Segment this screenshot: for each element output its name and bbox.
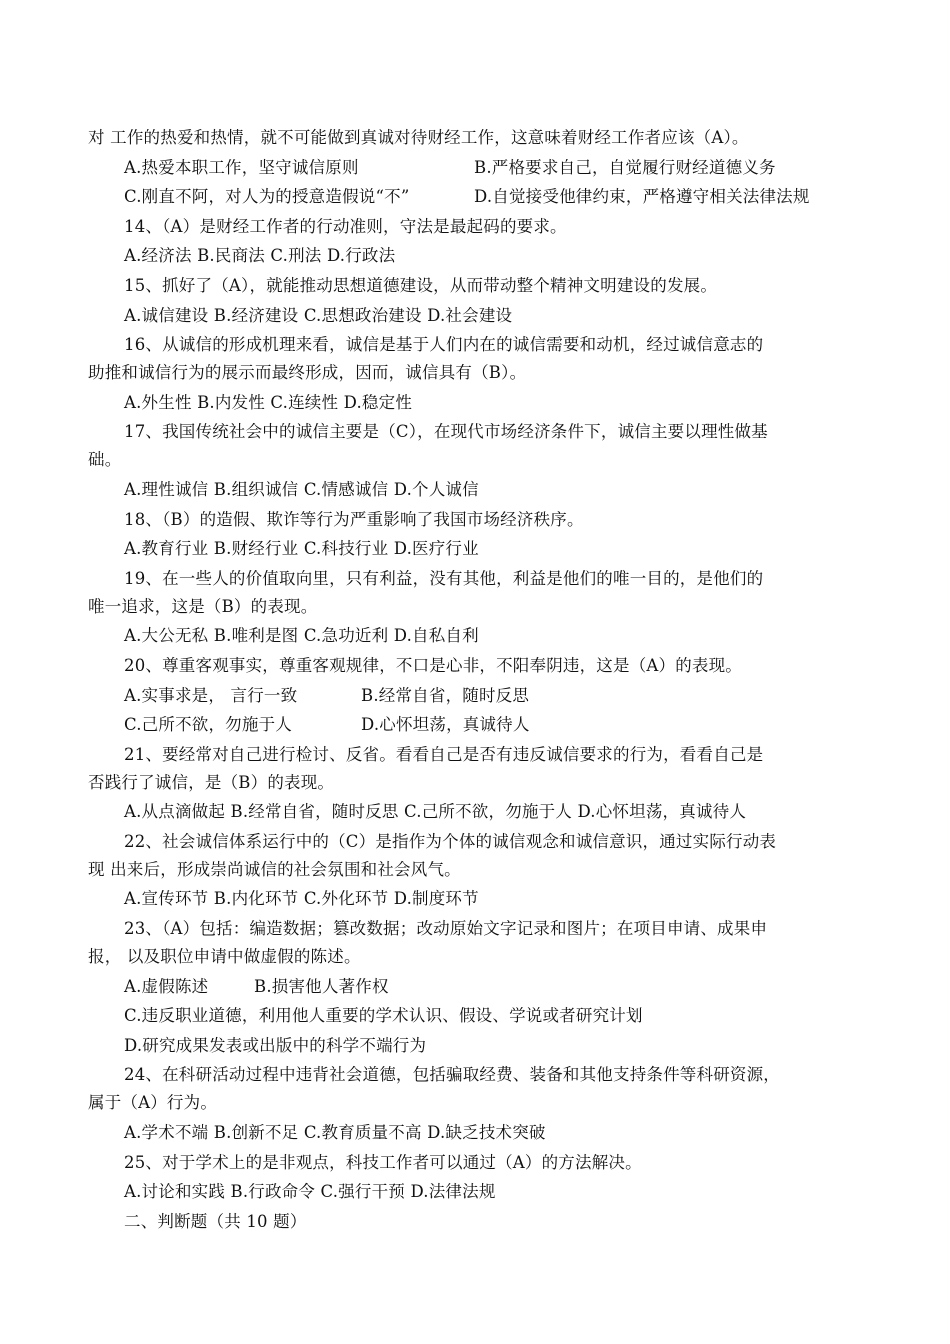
question-20-option-d: D.心怀坦荡，真诚待人 [361,715,530,735]
question-22-line-2: 现 出来后，形成崇尚诚信的社会氛围和社会风气。 [88,859,461,879]
question-23-line-1: 23、（A）包括：编造数据；篡改数据；改动原始文字记录和图片；在项目申请、成果申 [124,919,768,939]
section-heading-true-false: 二、判断题（共 10 题） [124,1211,307,1231]
question-24-options: A.学术不端 B.创新不足 C.教育质量不高 D.缺乏技术突破 [124,1123,546,1143]
question-14: 14、（A）是财经工作者的行动准则，守法是最起码的要求。 [124,216,567,236]
question-25: 25、对于学术上的是非观点，科技工作者可以通过（A）的方法解决。 [124,1152,642,1172]
question-13-option-c: C.刚直不阿，对人为的授意造假说“不” [124,187,410,207]
question-20: 20、尊重客观事实，尊重客观规律，不口是心非，不阳奉阴违，这是（A）的表现。 [124,655,743,675]
question-21-options: A.从点滴做起 B.经常自省，随时反思 C.己所不欲，勿施于人 D.心怀坦荡，真诚待人 [124,802,747,822]
question-20-option-c: C.己所不欲，勿施于人 [124,715,292,735]
question-13-options-row-2 [88,183,868,213]
question-18-options: A.教育行业 B.财经行业 C.科技行业 D.医疗行业 [124,539,479,559]
question-17-line-2: 础。 [88,450,122,470]
question-20-options-row-2 [88,711,868,741]
question-23-option-a: A.虚假陈述 [124,976,209,996]
question-13-options-row-1 [88,154,868,184]
question-21-line-2: 否践行了诚信，是（B）的表现。 [88,772,335,792]
question-14-options: A.经济法 B.民商法 C.刑法 D.行政法 [124,246,396,266]
question-20-option-a: A.实事求是， 言行一致 [124,685,298,705]
question-17-options: A.理性诚信 B.组织诚信 C.情感诚信 D.个人诚信 [124,479,479,499]
question-15-options: A.诚信建设 B.经济建设 C.思想政治建设 D.社会建设 [124,305,513,325]
question-23-line-2: 报， 以及职位申请中做虚假的陈述。 [88,947,361,967]
question-16-line-2: 助推和诚信行为的展示而最终形成，因而，诚信具有（B）。 [88,363,527,383]
question-24-line-1: 24、在科研活动过程中违背社会道德，包括骗取经费、装备和其他支持条件等科研资源， [124,1065,780,1085]
question-23-option-c: C.违反职业道德，利用他人重要的学术认识、假设、学说或者研究计划 [124,1006,643,1026]
question-19-options: A.大公无私 B.唯利是图 C.急功近利 D.自私自利 [124,626,479,646]
question-19-line-2: 唯一追求，这是（B）的表现。 [88,596,318,616]
question-13-continuation: 对 工作的热爱和热情，就不可能做到真诚对待财经工作，这意味着财经工作者应该（A）。 [88,128,749,147]
question-23-options-row-1 [88,973,868,1003]
question-13-option-a: A.热爱本职工作，坚守诚信原则 [124,157,359,177]
question-19-line-1: 19、在一些人的价值取向里，只有利益，没有其他，利益是他们的唯一目的，是他们的 [124,568,764,588]
question-16-options: A.外生性 B.内发性 C.连续性 D.稳定性 [124,392,413,412]
question-20-option-b: B.经常自省，随时反思 [361,685,530,705]
question-25-options: A.讨论和实践 B.行政命令 C.强行干预 D.法律法规 [124,1182,496,1202]
question-17-line-1: 17、我国传统社会中的诚信主要是（C），在现代市场经济条件下，诚信主要以理性做基 [124,422,768,442]
question-23-option-d: D.研究成果发表或出版中的科学不端行为 [124,1035,427,1055]
question-24-line-2: 属于（A）行为。 [88,1093,218,1113]
question-18: 18、（B）的造假、欺诈等行为严重影响了我国市场经济秩序。 [124,509,584,529]
question-22-options: A.宣传环节 B.内化环节 C.外化环节 D.制度环节 [124,889,479,909]
question-22-line-1: 22、社会诚信体系运行中的（C）是指作为个体的诚信观念和诚信意识，通过实际行动表 [124,831,777,851]
question-15: 15、抓好了（A），就能推动思想道德建设，从而带动整个精神文明建设的发展。 [124,275,718,295]
question-20-options-row-1 [88,682,868,712]
question-13-option-b: B.严格要求自己，自觉履行财经道德义务 [474,157,776,177]
question-13-option-d: D.自觉接受他律约束，严格遵守相关法律法规 [474,187,810,207]
document-body [88,124,868,1237]
question-16-line-1: 16、从诚信的形成机理来看，诚信是基于人们内在的诚信需要和动机，经过诚信意志的 [124,335,764,355]
question-23-option-b: B.损害他人著作权 [254,976,389,996]
question-21-line-1: 21、要经常对自己进行检讨、反省。看看自己是否有违反诚信要求的行为，看看自己是 [124,744,764,764]
